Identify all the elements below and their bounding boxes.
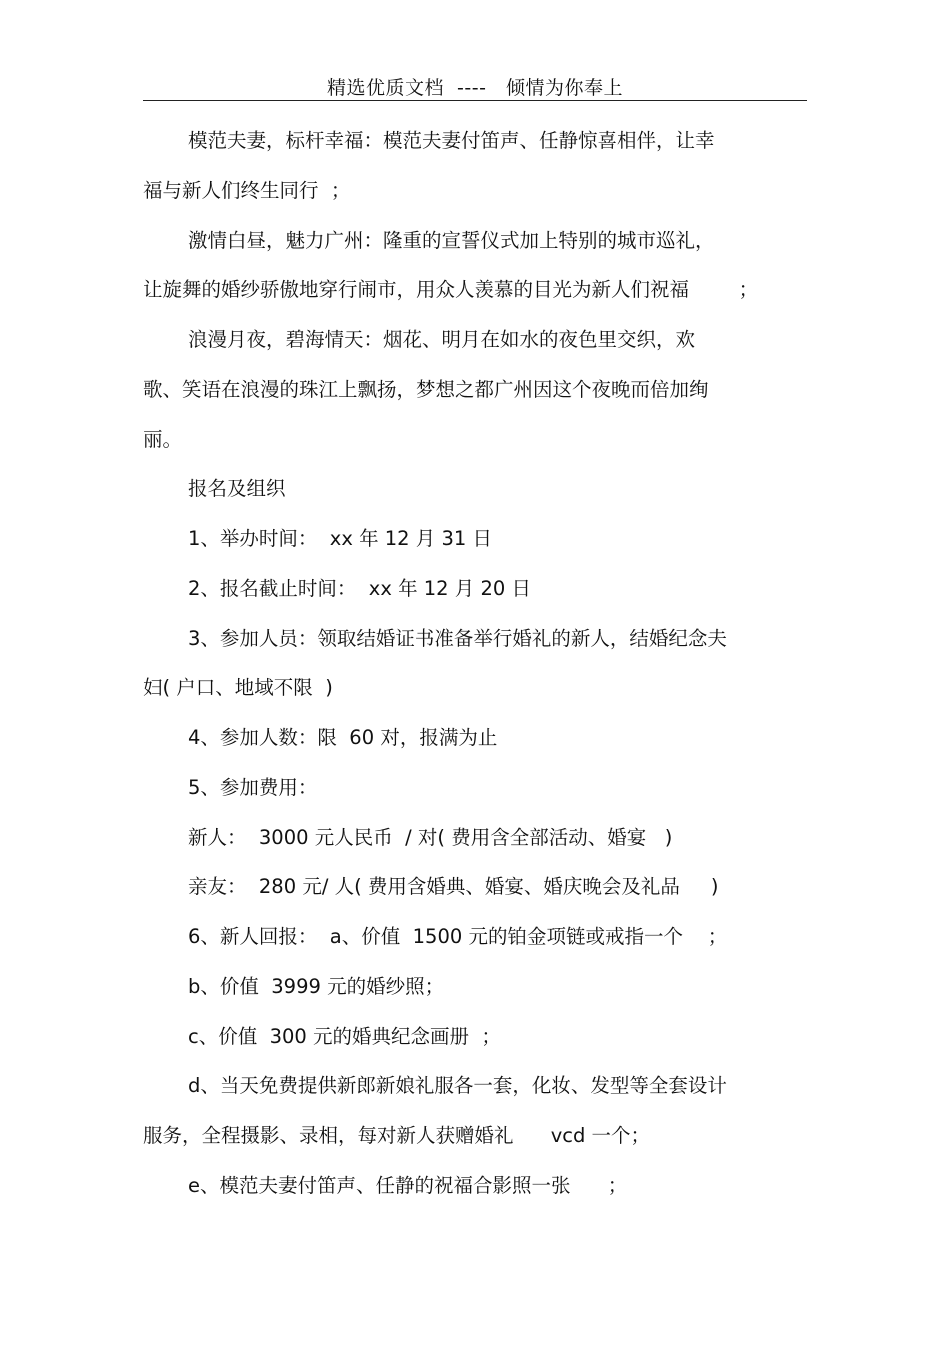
list-item: c、价值 300 元的婚典纪念画册 ； (188, 1024, 501, 1048)
paragraph-line: 福与新人们终生同行 ； (143, 178, 351, 202)
list-item: e、模范夫妻付笛声、任静的祝福合影照一张 ； (188, 1173, 628, 1197)
list-item: 新人： 3000 元人民币 / 对( 费用含全部活动、婚宴 ) (188, 825, 673, 849)
list-item: 3、参加人员：领取结婚证书准备举行婚礼的新人，结婚纪念夫 (188, 626, 727, 650)
list-item: 1、举办时间： xx 年 12 月 31 日 (188, 527, 493, 550)
list-item: 5、参加费用： (188, 775, 318, 799)
paragraph-line: 让旋舞的婚纱骄傲地穿行闹市，用众人羡慕的目光为新人们祝福 ； (143, 278, 759, 302)
paragraph-line: 浪漫月夜，碧海情天：烟花、明月在如水的夜色里交织，欢 (188, 328, 696, 351)
paragraph-line: 歌、笑语在浪漫的珠江上飘扬，梦想之都广州因这个夜晚而倍加绚 (143, 377, 709, 401)
list-item: 4、参加人数：限 60 对，报满为止 (188, 726, 498, 749)
list-item: b、价值 3999 元的婚纱照； (188, 974, 445, 998)
paragraph-line: 激情白昼，魅力广州：隆重的宣誓仪式加上特别的城市巡礼， (188, 228, 715, 252)
paragraph-line: 妇( 户口、地域不限 ) (143, 676, 333, 700)
section-heading: 报名及组织 (188, 477, 286, 501)
paragraph-line: 模范夫妻，标杆幸福：模范夫妻付笛声、任静惊喜相伴，让幸 (188, 129, 715, 152)
list-item: d、当天免费提供新郎新娘礼服各一套，化妆、发型等全套设计 (188, 1074, 727, 1098)
document-body (143, 116, 807, 1211)
list-item: 6、新人回报： a、价值 1500 元的铂金项链或戒指一个 ； (188, 925, 728, 948)
paragraph-line: 丽。 (143, 427, 183, 451)
page-header (143, 70, 807, 101)
list-item: 亲友： 280 元/ 人( 费用含婚典、婚宴、婚庆晚会及礼品 ) (188, 875, 719, 899)
header-title: 精选优质文档 ---- 倾情为你奉上 (326, 77, 624, 99)
list-item: 2、报名截止时间： xx 年 12 月 20 日 (188, 576, 532, 600)
paragraph-line: 服务，全程摄影、录相，每对新人获赠婚礼 vcd 一个； (143, 1124, 651, 1147)
